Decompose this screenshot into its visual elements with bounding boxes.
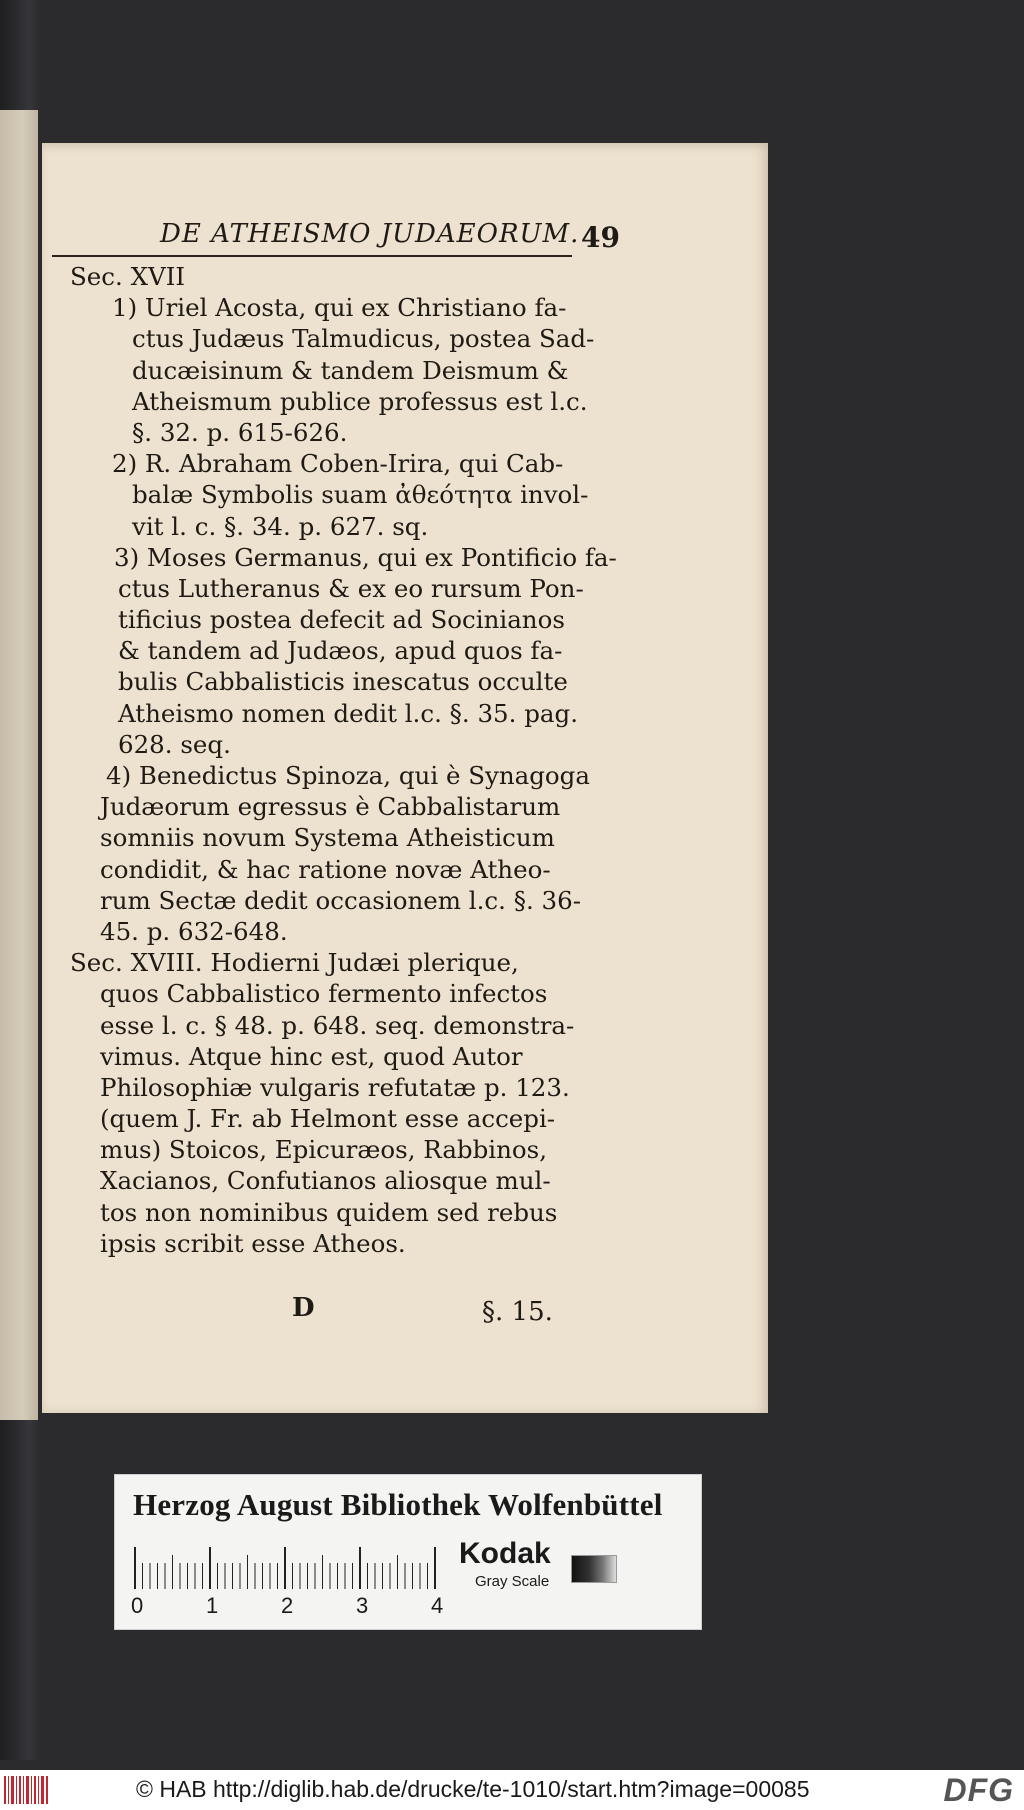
text-line: condidit, & hac ratione novæ Atheo- bbox=[100, 854, 551, 884]
color-calibration-card bbox=[114, 1474, 702, 1630]
text-line: balæ Symbolis suam ἀθεότητα invol- bbox=[132, 480, 589, 510]
running-head bbox=[120, 213, 620, 265]
text-line: Atheismo nomen dedit l.c. §. 35. pag. bbox=[118, 698, 578, 728]
page-number: 49 bbox=[581, 221, 620, 254]
text-line: Atheismum publice professus est l.c. bbox=[132, 386, 588, 416]
ruler-number: 2 bbox=[281, 1593, 294, 1618]
adjacent-page-edge bbox=[0, 110, 38, 1420]
text-line: ducæisinum & tandem Deismum & bbox=[132, 355, 569, 385]
ruler-number: 1 bbox=[206, 1593, 219, 1618]
body-text bbox=[70, 261, 630, 1259]
book-page bbox=[42, 143, 768, 1413]
text-line: 3) Moses Germanus, qui ex Pontificio fa- bbox=[114, 542, 617, 572]
text-line: 1) Uriel Acosta, qui ex Christiano fa- bbox=[112, 293, 567, 323]
running-title: DE ATHEISMO JUDAEORUM. bbox=[160, 219, 580, 249]
text-line: (quem J. Fr. ab Helmont esse accepi- bbox=[100, 1104, 556, 1134]
text-line: ctus Lutheranus & ex eo rursum Pon- bbox=[118, 573, 584, 603]
text-line: 45. p. 632-648. bbox=[100, 916, 288, 946]
footer-bar bbox=[0, 1770, 1024, 1810]
ruler-number: 4 bbox=[431, 1593, 444, 1618]
ruler-numbers bbox=[131, 1593, 444, 1623]
barcode-icon bbox=[4, 1776, 48, 1804]
ruler-number: 0 bbox=[131, 1593, 144, 1618]
text-line: vit l. c. §. 34. p. 627. sq. bbox=[132, 511, 429, 541]
text-line: quos Cabbalistico fermento infectos bbox=[100, 979, 548, 1009]
signature-mark: D bbox=[292, 1293, 315, 1323]
text-line: tos non nominibus quidem sed rebus bbox=[100, 1197, 558, 1227]
page-foot bbox=[42, 1293, 642, 1333]
text-line: 628. seq. bbox=[118, 729, 231, 759]
ruler-number: 3 bbox=[356, 1593, 369, 1618]
text-line: Sec. XVII bbox=[70, 262, 186, 291]
copyright-link[interactable]: © HAB http://diglib.hab.de/drucke/te-1010/start.htm?image=00085 bbox=[136, 1776, 810, 1802]
text-line: esse l. c. § 48. p. 648. seq. demonstra- bbox=[100, 1010, 575, 1040]
text-line: & tandem ad Judæos, apud quos fa- bbox=[118, 636, 563, 666]
dfg-logo: DFG bbox=[943, 1772, 1014, 1808]
text-line: ipsis scribit esse Atheos. bbox=[100, 1228, 406, 1258]
text-line: Sec. XVIII. Hodierni Judæi plerique, bbox=[70, 948, 519, 978]
text-line: 2) R. Abraham Coben-Irira, qui Cab- bbox=[112, 449, 564, 479]
text-line: vimus. Atque hinc est, quod Autor bbox=[100, 1041, 523, 1071]
text-line: tificius postea defecit ad Socinianos bbox=[118, 605, 565, 635]
institution-name: Herzog August Bibliothek Wolfenbüttel bbox=[133, 1487, 663, 1522]
catchword: §. 15. bbox=[482, 1297, 553, 1327]
text-line: Judæorum egressus è Cabbalistarum bbox=[100, 792, 561, 822]
text-line: rum Sectæ dedit occasionem l.c. §. 36- bbox=[100, 885, 581, 915]
gray-scale-patch bbox=[571, 1555, 617, 1583]
text-line: mus) Stoicos, Epicuræos, Rabbinos, bbox=[100, 1135, 548, 1165]
text-line: ctus Judæus Talmudicus, postea Sad- bbox=[132, 324, 595, 354]
gray-scale-label: Gray Scale bbox=[475, 1573, 550, 1590]
text-line: somniis novum Systema Atheisticum bbox=[100, 823, 555, 853]
text-line: Philosophiæ vulgaris refutatæ p. 123. bbox=[100, 1072, 570, 1102]
text-line: Xacianos, Confutianos aliosque mul- bbox=[100, 1166, 551, 1196]
text-line: 4) Benedictus Spinoza, qui è Synagoga bbox=[106, 761, 590, 790]
kodak-label: Kodak bbox=[459, 1537, 551, 1570]
text-line: bulis Cabbalisticis inescatus occulte bbox=[118, 667, 568, 697]
header-rule bbox=[52, 255, 572, 257]
text-line: §. 32. p. 615-626. bbox=[132, 417, 348, 447]
